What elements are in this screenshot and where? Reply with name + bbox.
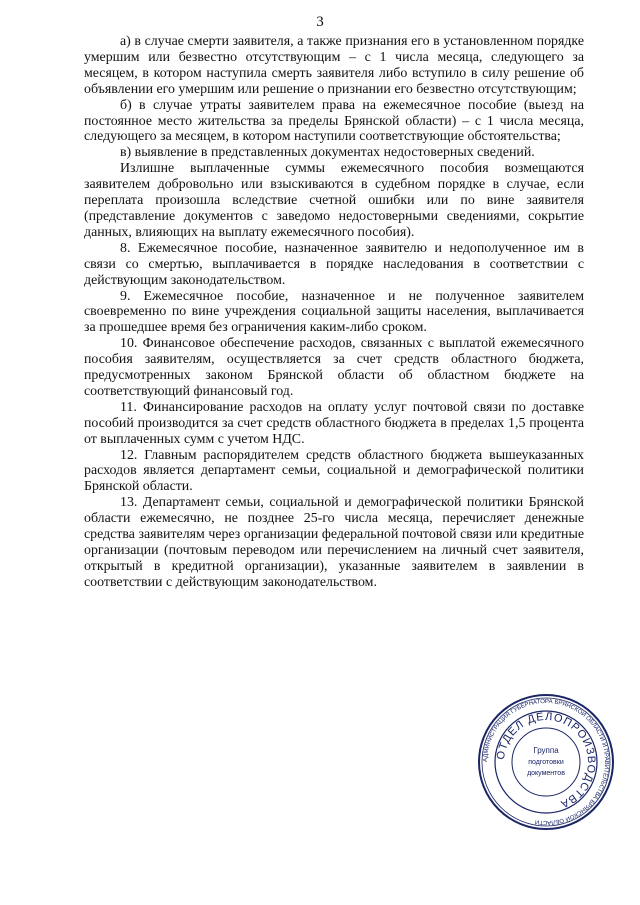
- stamp-outer-text: АДМИНИСТРАЦИЯ ГУБЕРНАТОРА БРЯНСКОЙ ОБЛАСТИ И ПРАВИТЕЛЬСТВА БРЯНСКОЙ ОБЛАСТИ: [482, 698, 610, 826]
- document-body: [84, 34, 584, 591]
- paragraph: 9. Ежемесячное пособие, назначенное и не полученное заявителем своевременно по вине учреждения социальной защиты населения, выплачивается за прошедшее время без ограничения каким-либо сроком.: [84, 288, 584, 336]
- paragraph: 10. Финансовое обеспечение расходов, связанных с выплатой ежемесячного пособия заявителям, осуществляется за счет средств областного бюджета, предусмотренных законом Брянской области об областном бюджете на соответствующий финансовый год.: [84, 336, 584, 399]
- paragraph: 13. Департамент семьи, социальной и демографической политики Брянской области ежемесячно, не позднее 25-го числа месяца, перечисляет денежные средства заявителям через организации федеральной почтовой связи или кредитные организации (почтовым переводом или перечислением на личный счет заявителя, открытый в кредитной организации), указанные заявителем в заявлении в соответствии с действующим законодательством.: [84, 495, 584, 590]
- paragraph: 12. Главным распорядителем средств областного бюджета вышеуказанных расходов является департамент семьи, социальной и демографической политики Брянской области.: [84, 447, 584, 495]
- paragraph: 8. Ежемесячное пособие, назначенное заявителю и недополученное им в связи со смертью, выплачивается в порядке наследования в соответствии с действующим законодательством.: [84, 240, 584, 288]
- stamp-inner-text: ОТДЕЛ ДЕЛОПРОИЗВОДСТВА: [494, 710, 598, 811]
- stamp-center-line: подготовки: [528, 759, 564, 766]
- paragraph: 11. Финансирование расходов на оплату услуг почтовой связи по доставке пособий производится за счет средств областного бюджета в пределах 1,5 процента от выплаченных сумм с учетом НДС.: [84, 399, 584, 447]
- stamp-graphic: [476, 692, 616, 832]
- paragraph: б) в случае утраты заявителем права на ежемесячное пособие (выезд на постоянное место жительства за пределы Брянской области) – с 1 числа месяца, следующего за месяцем, в котором наступили соответствующие обстоятельства;: [84, 97, 584, 145]
- page-number: 3: [316, 14, 324, 30]
- office-stamp: [476, 692, 616, 832]
- paragraph: в) выявление в представленных документах недостоверных сведений.: [120, 145, 535, 161]
- stamp-center-line: документов: [527, 770, 565, 777]
- stamp-center-line: Группа: [533, 746, 559, 755]
- paragraph: а) в случае смерти заявителя, а также признания его в установленном порядке умершим или безвестно отсутствующим – с 1 числа месяца, следующего за месяцем, в котором наступила смерть заявителя либо вступило в силу решение об объявлении его умершим или решение о признании его безвестно отсутствующим;: [84, 34, 584, 97]
- paragraph: Излишне выплаченные суммы ежемесячного пособия возмещаются заявителем добровольно или взыскиваются в судебном порядке в случае, если переплата произошла вследствие счетной ошибки или по вине заявителя (представление документов с заведомо недостоверными сведениями, сокрытие данных, влияющих на выплату ежемесячного пособия).: [84, 161, 584, 240]
